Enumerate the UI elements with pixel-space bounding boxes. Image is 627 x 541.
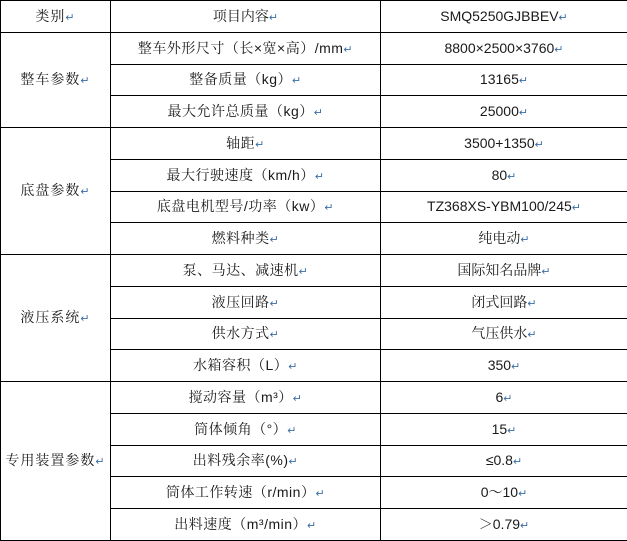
item-label: 供水方式 xyxy=(211,325,270,342)
paragraph-mark-icon: ↵ xyxy=(80,186,91,199)
item-label: 搅动容量（m³） xyxy=(188,388,293,405)
category-label: 专用装置参数 xyxy=(5,452,96,469)
paragraph-mark-icon: ↵ xyxy=(520,234,530,247)
value-cell xyxy=(381,32,627,64)
item-cell xyxy=(111,382,381,414)
value-cell xyxy=(381,413,627,445)
value-text: 80 xyxy=(491,166,508,183)
value-text: 国际知名品牌 xyxy=(457,261,542,278)
paragraph-mark-icon: ↵ xyxy=(343,43,354,56)
item-cell xyxy=(111,413,381,445)
value-text: 15 xyxy=(491,420,508,437)
value-cell xyxy=(381,255,627,287)
category-label: 液压系统 xyxy=(20,309,81,326)
paragraph-mark-icon: ↵ xyxy=(527,329,537,342)
value-text: 纯电动 xyxy=(478,230,521,247)
item-label: 液压回路 xyxy=(211,293,270,310)
paragraph-mark-icon: ↵ xyxy=(520,519,530,532)
paragraph-mark-icon: ↵ xyxy=(324,202,335,215)
paragraph-mark-icon: ↵ xyxy=(558,11,568,24)
item-label: 出料速度（m³/min） xyxy=(174,515,308,532)
paragraph-mark-icon: ↵ xyxy=(268,11,279,24)
paragraph-mark-icon: ↵ xyxy=(288,456,299,469)
item-label: 筒体倾角（°） xyxy=(194,420,288,437)
paragraph-mark-icon: ↵ xyxy=(80,313,91,326)
item-cell xyxy=(111,32,381,64)
value-text: 8800×2500×3760 xyxy=(444,39,555,56)
category-cell xyxy=(1,32,111,127)
paragraph-mark-icon: ↵ xyxy=(307,519,317,532)
value-text: 气压供水 xyxy=(471,325,528,342)
paragraph-mark-icon: ↵ xyxy=(518,75,529,88)
paragraph-mark-icon: ↵ xyxy=(288,361,298,374)
item-cell xyxy=(111,318,381,350)
value-text: 0～10 xyxy=(480,484,519,501)
item-cell xyxy=(111,159,381,191)
item-label: 水箱容积（L） xyxy=(192,357,289,374)
value-text: 闭式回路 xyxy=(471,293,528,310)
item-label: 最大行驶速度（km/h） xyxy=(166,166,315,183)
paragraph-mark-icon: ↵ xyxy=(80,75,91,88)
value-cell xyxy=(381,191,627,223)
table-header-row xyxy=(1,1,627,33)
table-row xyxy=(1,382,627,414)
category-cell xyxy=(1,128,111,255)
value-cell xyxy=(381,350,627,382)
item-cell xyxy=(111,191,381,223)
item-cell xyxy=(111,477,381,509)
item-label: 整备质量（kg） xyxy=(189,71,293,88)
header-item xyxy=(111,1,381,33)
category-label: 底盘参数 xyxy=(20,182,81,199)
header-value xyxy=(381,1,627,33)
item-cell xyxy=(111,445,381,477)
paragraph-mark-icon: ↵ xyxy=(65,11,76,24)
value-text: 25000 xyxy=(479,103,519,120)
paragraph-mark-icon: ↵ xyxy=(527,297,537,310)
value-cell xyxy=(381,477,627,509)
paragraph-mark-icon: ↵ xyxy=(287,424,297,437)
header-category xyxy=(1,1,111,33)
paragraph-mark-icon: ↵ xyxy=(554,43,564,56)
paragraph-mark-icon: ↵ xyxy=(512,456,523,469)
paragraph-mark-icon: ↵ xyxy=(269,234,280,247)
paragraph-mark-icon: ↵ xyxy=(95,456,106,469)
value-text: TZ368XS-YBM100/245 xyxy=(427,198,572,215)
item-cell xyxy=(111,509,381,541)
paragraph-mark-icon: ↵ xyxy=(518,488,528,501)
paragraph-mark-icon: ↵ xyxy=(518,107,529,120)
item-cell xyxy=(111,96,381,128)
value-cell xyxy=(381,159,627,191)
item-label: 整车外形尺寸（长×宽×高）/mm xyxy=(137,39,344,56)
item-cell xyxy=(111,350,381,382)
value-cell xyxy=(381,64,627,96)
header-value-text: SMQ5250GJBBEV xyxy=(440,7,559,24)
item-label: 最大允许总质量（kg） xyxy=(167,103,314,120)
category-cell xyxy=(1,255,111,382)
paragraph-mark-icon: ↵ xyxy=(503,392,513,405)
value-text: ＞0.79 xyxy=(478,515,521,532)
item-cell xyxy=(111,128,381,160)
value-cell xyxy=(381,96,627,128)
paragraph-mark-icon: ↵ xyxy=(298,265,309,278)
value-text: 350 xyxy=(487,357,512,374)
paragraph-mark-icon: ↵ xyxy=(292,75,302,88)
header-category-text: 类别 xyxy=(35,7,66,24)
paragraph-mark-icon: ↵ xyxy=(507,424,517,437)
value-cell xyxy=(381,509,627,541)
value-cell xyxy=(381,318,627,350)
value-cell xyxy=(381,128,627,160)
paragraph-mark-icon: ↵ xyxy=(314,170,325,183)
paragraph-mark-icon: ↵ xyxy=(315,488,326,501)
item-cell xyxy=(111,255,381,287)
paragraph-mark-icon: ↵ xyxy=(255,138,265,151)
category-cell xyxy=(1,382,111,541)
paragraph-mark-icon: ↵ xyxy=(534,138,544,151)
table-row xyxy=(1,128,627,160)
value-text: 6 xyxy=(495,388,504,405)
paragraph-mark-icon: ↵ xyxy=(571,202,581,215)
value-cell xyxy=(381,223,627,255)
table-row xyxy=(1,255,627,287)
item-label: 筒体工作转速（r/min） xyxy=(165,484,316,501)
paragraph-mark-icon: ↵ xyxy=(269,329,280,342)
value-text: 3500+1350 xyxy=(464,134,535,151)
paragraph-mark-icon: ↵ xyxy=(541,265,551,278)
table-row xyxy=(1,32,627,64)
item-label: 轴距 xyxy=(226,134,256,151)
header-item-text: 项目内容 xyxy=(212,7,269,24)
value-text: 13165 xyxy=(479,71,519,88)
item-cell xyxy=(111,64,381,96)
paragraph-mark-icon: ↵ xyxy=(507,170,517,183)
value-text: ≤0.8 xyxy=(485,452,513,469)
paragraph-mark-icon: ↵ xyxy=(292,392,303,405)
value-cell xyxy=(381,382,627,414)
item-cell xyxy=(111,286,381,318)
item-label: 出料残余率(%) xyxy=(192,452,289,469)
item-label: 泵、马达、减速机 xyxy=(182,261,299,278)
item-cell xyxy=(111,223,381,255)
paragraph-mark-icon: ↵ xyxy=(269,297,280,310)
category-label: 整车参数 xyxy=(20,71,81,88)
value-cell xyxy=(381,445,627,477)
paragraph-mark-icon: ↵ xyxy=(511,361,521,374)
item-label: 燃料种类 xyxy=(211,230,270,247)
spec-table-body xyxy=(1,1,627,541)
value-cell xyxy=(381,286,627,318)
paragraph-mark-icon: ↵ xyxy=(313,107,324,120)
item-label: 底盘电机型号/功率（kw） xyxy=(156,198,325,215)
